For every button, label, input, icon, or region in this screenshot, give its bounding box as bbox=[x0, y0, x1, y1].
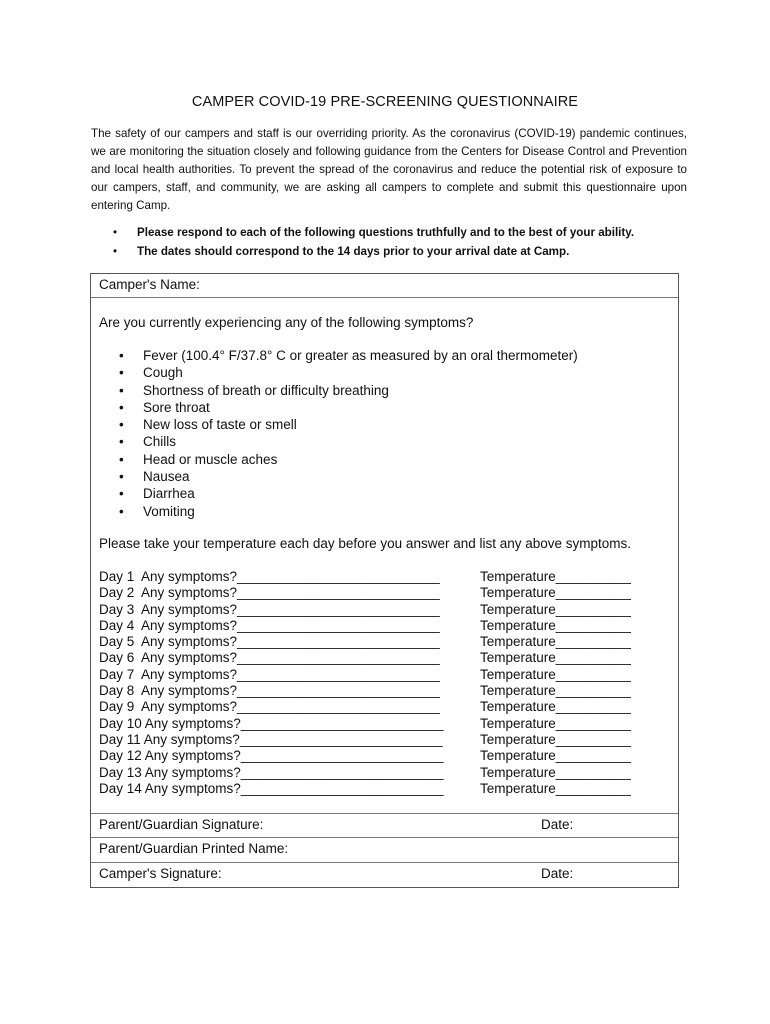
day-temperature-field[interactable]: Temperature__________ bbox=[480, 617, 631, 633]
day-symptoms-field[interactable]: Day 2 Any symptoms?___________________________ bbox=[99, 585, 440, 601]
parent-printed-name-field[interactable]: Parent/Guardian Printed Name: bbox=[99, 841, 289, 856]
day-temperature-field[interactable]: Temperature__________ bbox=[480, 585, 631, 601]
day-symptoms-field[interactable]: Day 6 Any symptoms?___________________________ bbox=[99, 650, 440, 666]
symptom-item: • Fever (100.4° F/37.8° C or greater as measured by an oral thermometer) bbox=[119, 347, 578, 364]
parent-signature-date-field[interactable]: Date: bbox=[541, 817, 574, 832]
day-row bbox=[99, 780, 631, 797]
day-row bbox=[99, 699, 631, 715]
day-row bbox=[99, 683, 631, 699]
symptoms-question: Are you currently experiencing any of the following symptoms? bbox=[99, 315, 474, 330]
symptom-item: • Head or muscle aches bbox=[119, 451, 578, 468]
day-temperature-field[interactable]: Temperature__________ bbox=[480, 748, 631, 764]
day-temperature-field[interactable]: Temperature__________ bbox=[480, 715, 631, 731]
symptom-item: • Chills bbox=[119, 433, 578, 450]
day-symptoms-field[interactable]: Day 10 Any symptoms?___________________________ bbox=[99, 715, 444, 731]
instruction-item: • The dates should correspond to the 14 days prior to your arrival date at Camp. bbox=[113, 243, 693, 262]
symptom-item: • Nausea bbox=[119, 468, 578, 485]
day-symptoms-field[interactable]: Day 3 Any symptoms?___________________________ bbox=[99, 601, 440, 617]
day-row bbox=[99, 715, 631, 732]
day-temperature-field[interactable]: Temperature__________ bbox=[480, 683, 631, 699]
symptom-item: • Cough bbox=[119, 364, 578, 381]
divider bbox=[91, 862, 678, 863]
day-row bbox=[99, 650, 631, 666]
day-temperature-field[interactable]: Temperature__________ bbox=[480, 699, 631, 715]
day-symptoms-field[interactable]: Day 13 Any symptoms?___________________________ bbox=[99, 764, 444, 780]
day-temperature-field[interactable]: Temperature__________ bbox=[480, 731, 631, 747]
day-temperature-field[interactable]: Temperature__________ bbox=[480, 601, 631, 617]
temperature-instruction: Please take your temperature each day before you answer and list any above symptoms. bbox=[99, 536, 632, 551]
day-symptoms-field[interactable]: Day 5 Any symptoms?___________________________ bbox=[99, 634, 440, 650]
day-symptoms-field[interactable]: Day 9 Any symptoms?___________________________ bbox=[99, 699, 440, 715]
day-symptoms-field[interactable]: Day 1 Any symptoms?___________________________ bbox=[99, 569, 440, 584]
day-temperature-field[interactable]: Temperature__________ bbox=[480, 569, 631, 584]
day-symptoms-field[interactable]: Day 14 Any symptoms?___________________________ bbox=[99, 780, 444, 796]
camper-name-field[interactable]: Camper's Name: bbox=[99, 277, 200, 292]
daily-log bbox=[99, 569, 631, 797]
day-symptoms-field[interactable]: Day 4 Any symptoms?___________________________ bbox=[99, 617, 440, 633]
day-symptoms-field[interactable]: Day 7 Any symptoms?___________________________ bbox=[99, 666, 440, 682]
day-row bbox=[99, 617, 631, 634]
day-temperature-field[interactable]: Temperature__________ bbox=[480, 780, 631, 796]
day-row bbox=[99, 601, 631, 618]
camper-signature-date-field[interactable]: Date: bbox=[541, 866, 574, 881]
day-temperature-field[interactable]: Temperature__________ bbox=[480, 666, 631, 682]
day-row bbox=[99, 764, 631, 781]
intro-text: The safety of our campers and staff is our overriding priority. As the coronavirus (COVID-19) pandemic continues, we are monitoring the situation closely and following guidance from the Centers for Disease Control and Prevention and local health authorities. To prevent the spread of the coronavirus and reduce the potential risk of exposure to our campers, staff, and community, we are asking all campers to complete and submit this questionnaire upon entering Camp. bbox=[91, 127, 687, 212]
divider bbox=[91, 297, 678, 298]
symptom-item: • Shortness of breath or difficulty breathing bbox=[119, 382, 578, 399]
parent-signature-field[interactable]: Parent/Guardian Signature: bbox=[99, 817, 264, 832]
day-row bbox=[99, 731, 631, 748]
symptom-item: • Sore throat bbox=[119, 399, 578, 416]
day-symptoms-field[interactable]: Day 12 Any symptoms?___________________________ bbox=[99, 748, 444, 764]
questionnaire-form bbox=[90, 273, 679, 888]
day-row bbox=[99, 585, 631, 601]
divider bbox=[91, 813, 678, 814]
divider bbox=[91, 837, 678, 838]
symptom-item: • New loss of taste or smell bbox=[119, 416, 578, 433]
instructions-list bbox=[113, 224, 693, 261]
symptoms-list bbox=[119, 347, 578, 520]
day-symptoms-field[interactable]: Day 11 Any symptoms?___________________________ bbox=[99, 731, 443, 747]
day-symptoms-field[interactable]: Day 8 Any symptoms?___________________________ bbox=[99, 683, 440, 699]
camper-signature-field[interactable]: Camper's Signature: bbox=[99, 866, 222, 881]
instruction-item: • Please respond to each of the following questions truthfully and to the best of your ability. bbox=[113, 224, 693, 243]
day-temperature-field[interactable]: Temperature__________ bbox=[480, 764, 631, 780]
day-row bbox=[99, 634, 631, 650]
day-temperature-field[interactable]: Temperature__________ bbox=[480, 634, 631, 650]
day-temperature-field[interactable]: Temperature__________ bbox=[480, 650, 631, 666]
symptom-item: • Diarrhea bbox=[119, 485, 578, 502]
day-row bbox=[99, 748, 631, 764]
day-row bbox=[99, 569, 631, 585]
symptom-item: • Vomiting bbox=[119, 503, 578, 520]
intro-paragraph bbox=[91, 125, 687, 215]
page-title: CAMPER COVID-19 PRE-SCREENING QUESTIONNAIRE bbox=[191, 94, 579, 110]
day-row bbox=[99, 666, 631, 683]
